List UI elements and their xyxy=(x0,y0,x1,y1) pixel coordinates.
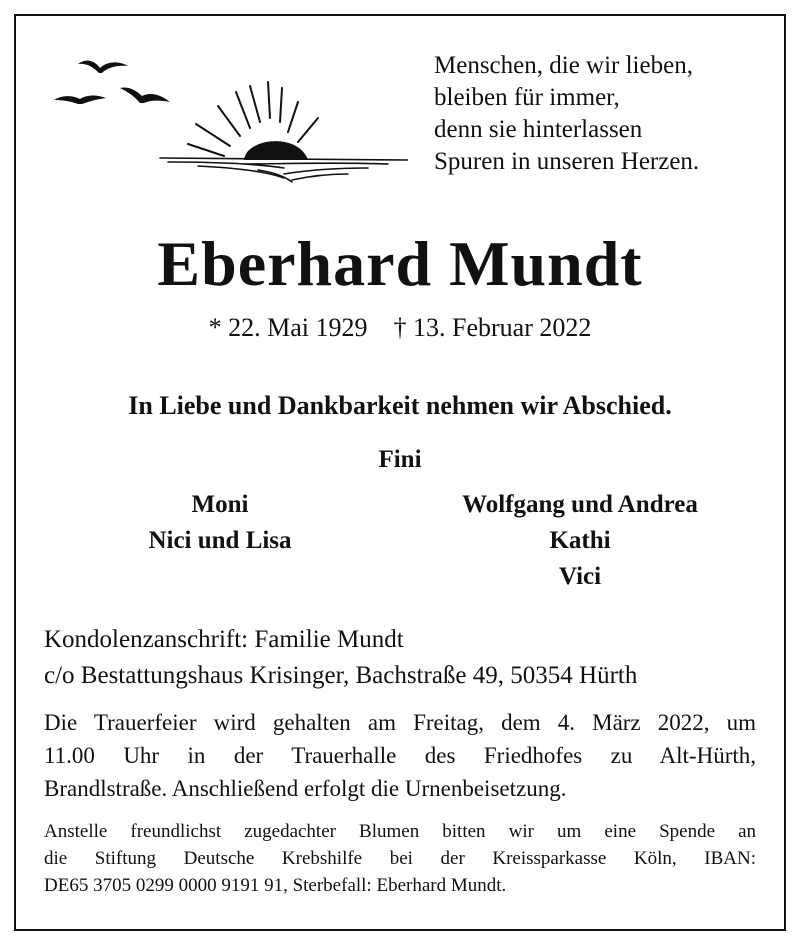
poem xyxy=(434,50,774,178)
family-member: Moni xyxy=(191,491,249,518)
family-spouse: Fini xyxy=(378,446,422,473)
horizon-lines xyxy=(160,158,408,182)
deceased-name: Eberhard Mundt xyxy=(157,228,643,299)
donation-info xyxy=(44,818,756,899)
farewell-line: In Liebe und Dankbarkeit nehmen wir Abschied. xyxy=(128,391,672,420)
bird-icon xyxy=(78,61,128,73)
poem-line: Spuren in unseren Herzen. xyxy=(434,148,700,175)
sun-disc xyxy=(244,141,308,160)
donation-line: Anstelle freundlichst zugedachter Blumen bitten wir um eine Spende an xyxy=(44,821,756,842)
condolence-line: Kondolenzanschrift: Familie Mundt xyxy=(44,626,404,653)
ceremony-line: Die Trauerfeier wird gehalten am Freitag, dem 4. März 2022, um xyxy=(44,710,756,735)
donation-line: die Stiftung Deutsche Krebshilfe bei der Kreissparkasse Köln, IBAN: xyxy=(44,848,756,869)
ceremony-line: Brandlstraße. Anschließend erfolgt die Urnenbeisetzung. xyxy=(44,776,567,801)
life-dates: * 22. Mai 1929 † 13. Februar 2022 xyxy=(208,313,592,342)
ceremony-line: 11.00 Uhr in der Trauerhalle des Friedhofes zu Alt-Hürth, xyxy=(44,743,756,768)
birds-group xyxy=(54,61,170,104)
sun-icon xyxy=(188,82,318,156)
family-right-column xyxy=(430,487,730,595)
donation-line: DE65 3705 0299 0000 9191 91, Sterbefall: Eberhard Mundt. xyxy=(44,875,507,896)
family-member: Vici xyxy=(558,563,602,590)
ceremony-info xyxy=(44,706,756,805)
family-member: Wolfgang und Andrea xyxy=(462,491,698,518)
condolence-address xyxy=(44,622,764,694)
family-member: Kathi xyxy=(549,527,611,554)
sunset-birds-illustration xyxy=(48,52,408,187)
poem-line: Menschen, die wir lieben, xyxy=(434,52,693,79)
condolence-line: c/o Bestattungshaus Krisinger, Bachstraße 49, 50354 Hürth xyxy=(44,662,638,689)
family-left-column xyxy=(120,487,320,559)
bird-icon xyxy=(120,87,170,103)
family-member: Nici und Lisa xyxy=(148,527,292,554)
bird-icon xyxy=(54,96,106,105)
poem-line: denn sie hinterlassen xyxy=(434,116,643,143)
poem-line: bleiben für immer, xyxy=(434,84,620,111)
